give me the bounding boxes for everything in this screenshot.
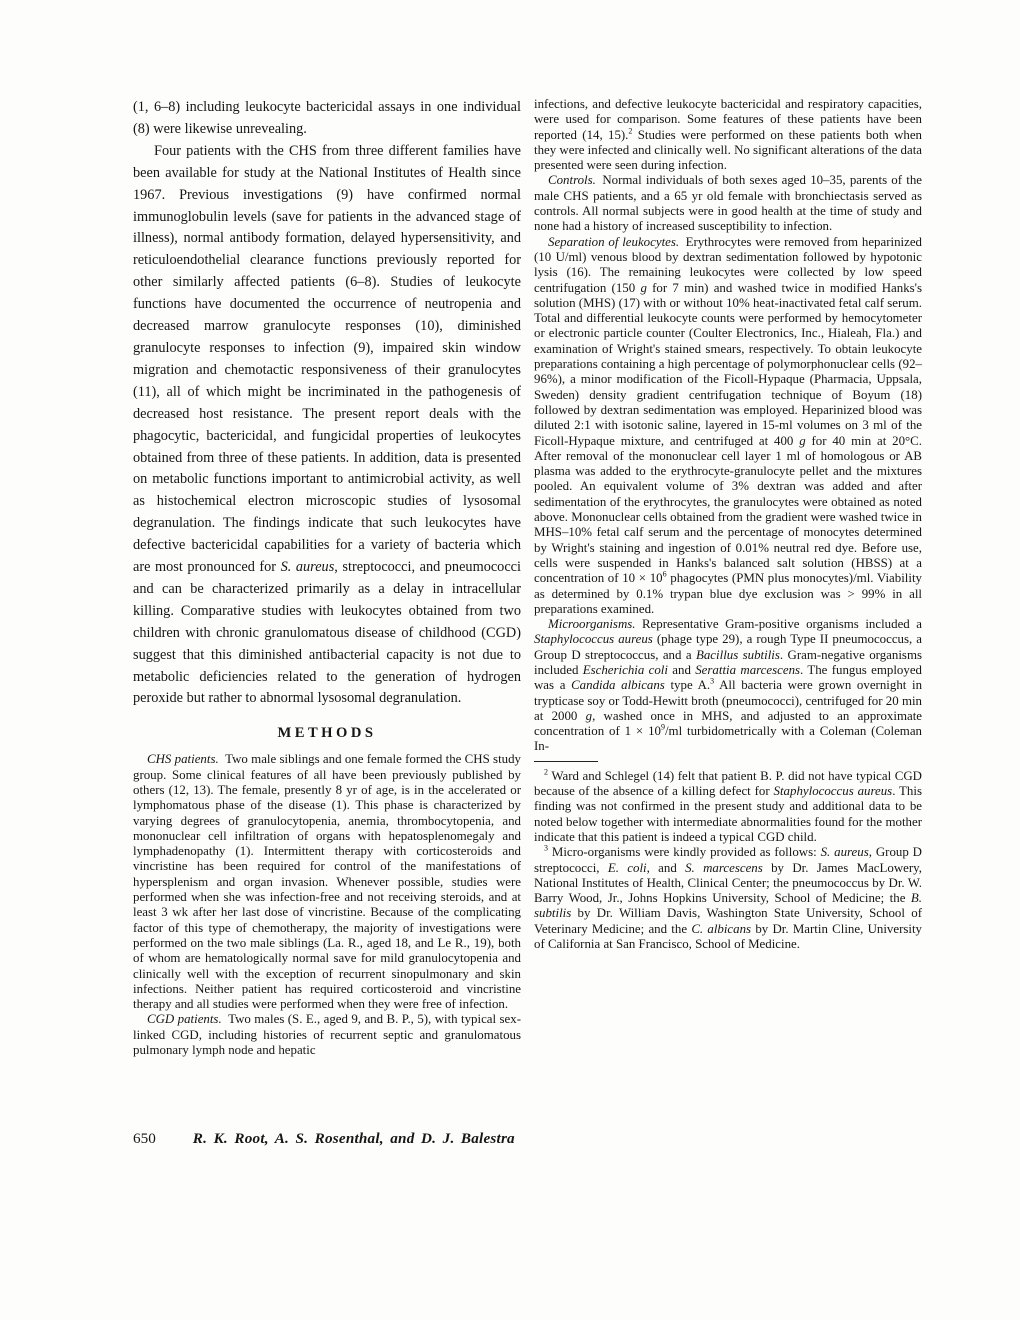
page-number: 650	[133, 1130, 156, 1147]
footnote-2: $^2$ Ward and Schlegel (14) felt that patient B. P. did not have typical CGD because of the absence of a killing defect for Staphylococcus aureus. This finding was not confirmed in the present study and additional data to be noted below together with intermediate abnormalities found for the mother indicate that this patient is indeed a typical CGD child.	[534, 767, 922, 844]
cgd-patients-paragraph: CGD patients. Two males (S. E., aged 9, and B. P., 5), with typical sex-linked CGD, including histories of recurrent septic and granulomatous pulmonary lymph node and hepatic	[133, 1012, 522, 1058]
introduction-paragraph: Four patients with the CHS from three different families have been available for study at the National Institutes of Health since 1967. Previous investigations (9) have confirmed normal immunoglobulin levels (save for patients in the advanced stage of illness), normal antibody formation, delayed hypersensitivity, and reticuloendothelial clearance functions previously reported for other similarly affected patients (6–8). Studies of leukocyte functions have documented the occurrence of neutropenia and decreased marrow granulocyte responses (10), diminished granulocyte responses to infection (9), impaired skin window migration and chemotactic responsiveness of their granulocytes (11), all of which might be incriminated in the pathogenesis of decreased host resistance. The present report deals with the phagocytic, bactericidal, and fungicidal properties of leukocytes obtained from three of these patients. In addition, data is presented on metabolic functions important to antimicrobial activity, as well as histochemical electron microscopic studies of lysosomal degranulation. The findings indicate that such leukocytes have defective bactericidal capabilities for a variety of bacteria which are most pronounced for S. aureus, streptococci, and pneumococci and can be characterized primarily as a delay in intracellular killing. Comparative studies with leukocytes obtained from two children with chronic granulomatous disease of childhood (CGD) suggest that this diminished antibacterial capacity is not due to metabolic deficiencies related to the generation of hydrogen peroxide but rather to abnormal lysosomal degranulation.	[133, 142, 521, 707]
footnote-separator	[534, 761, 598, 762]
cgd-continuation-paragraph: infections, and defective leukocyte bactericidal and respiratory capacities, were used for comparison. Some features of these patients have been reported (14, 15).$^2$ Studies were performed on these patients both when they were infected and clinically well. No significant alterations of the data presented were seen during infection.	[534, 97, 923, 173]
running-authors: R. K. Root, A. S. Rosenthal, and D. J. Balestra	[192, 1130, 515, 1147]
separation-of-leukocytes-paragraph: Separation of leukocytes. Erythrocytes were removed from heparinized (10 U/ml) venous blood by dextran sedimentation followed by hypotonic lysis (16). The remaining leukocytes were collected by low speed centrifugation (150 g for 7 min) and washed twice in modified Hanks's solution (MHS) (17) with or without 10% heat-inactivated fetal calf serum. Total and differential leukocyte counts were performed by hemocytometer or electronic particle counter (Coulter Electronics, Inc., Hialeah, Fla.) and examination of Wright's stained smears, respectively. To obtain leukocyte preparations containing a high percentage of polymorphonuclear cells (92–96%), a minor modification of the Ficoll-Hypaque (Pharmacia, Uppsala, Sweden) density gradient centrifugation technique of Boyum (18) followed by dextran sedimentation was employed. Heparinized blood was diluted 2:1 with isotonic saline, layered in 15-ml volumes on 3 ml of the Ficoll-Hypaque mixture, and centrifuged at 400 g for 40 min at 20°C. After removal of the mononuclear cell layer 1 ml of homologous or AB plasma was added to the erythrocyte-granulocyte pellet and the mixtures pooled. An equivalent volume of 3% dextran was added and after sedimentation of the erythrocytes, the granulocytes were obtained as noted above. Mononuclear cells obtained from the gradient were washed twice in MHS–10% fetal calf serum and the percentage of monocytes determined by Wright's staining and ingestion of 0.01% neutral red dye. Before use, cells were suspended in Hanks's balanced salt solution (HBSS) at a concentration of $10 \times 10^6$ phagocytes (PMN plus monocytes)/ml. Viability as determined by 0.1% trypan blue dye exclusion was > 99% in all preparations examined.	[534, 234, 922, 616]
footnote-3: $^3$ Micro-organisms were kindly provided as follows: S. aureus, Group D streptococci, E. coli, and S. marcescens by Dr. James MacLowery, National Institutes of Health, Clinical Center; the pneumococcus by Dr. W. Barry Wood, Jr., Johns Hopkins University, School of Medicine; the B. subtilis by Dr. William Davis, Washington State University, School of Veterinary Medicine; and the C. albicans by Dr. Martin Cline, University of California at San Francisco, School of Medicine.	[534, 843, 922, 952]
microorganisms-paragraph: Microorganisms. Representative Gram-positive organisms included a Staphylococcus aureus (phage type 29), a rough Type II pneumococcus, a Group D streptococcus, and a Bacillus subtilis. Gram-negative organisms included Escherichia coli and Serattia marcescens. The fungus employed was a Candida albicans type A.$^3$ All bacteria were grown overnight in trypticase soy or Todd-Hewitt broth (pneumococci), centrifuged for 20 min at 2000 g, washed once in MHS, and adjusted to an approximate concentration of $1 \times 10^9/ml$ turbidometrically with a Coleman (Coleman In-	[534, 617, 923, 754]
chs-patients-paragraph: CHS patients. Two male siblings and one female formed the CHS study group. Some clinical features of all have been previously published by others (12, 13). The female, presently 8 yr of age, is in the accelerated or lymphomatous phase of the disease (1). This phase is characterized by varying degrees of granulocytopenia, anemia, thrombocytopenia, and mononuclear cell infiltration of organs with hepatosplenomegaly and lymphadenopathy (1). Intermittent therapy with corticosteroids and vincristine has been required for control of the manifestations of hypersplenism and organ invasion. Whenever possible, studies were performed when she was infection-free and not receiving steroids, and at least 3 wk after her last dose of vincristine. Because of the complicating factor of this type of chemotherapy, the majority of investigations were performed on the two male siblings (La. R., aged 18, and Le R., 19), both of whom are hematologically normal save for mild granulocytopenia and clinically well with the exception of recurrent sinopulmonary and skin infections. Neither patient has required corticosteroid and vincristine therapy and all studies were performed when they were free of infection.	[133, 752, 521, 1012]
right-column	[534, 97, 922, 952]
methods-heading: METHODS	[277, 725, 377, 742]
controls-paragraph: Controls. Normal individuals of both sexes aged 10–35, parents of the male CHS patients, and a 65 yr old female with bronchiectasis served as controls. All normal subjects were in good health at the time of study and none had a history of increased susceptibility to infection.	[534, 173, 922, 234]
intro-continuation-paragraph: (1, 6–8) including leukocyte bactericidal assays in one individual (8) were likewise unrevealing.	[133, 99, 521, 137]
page-footer	[133, 1130, 921, 1148]
left-column	[133, 97, 521, 1058]
